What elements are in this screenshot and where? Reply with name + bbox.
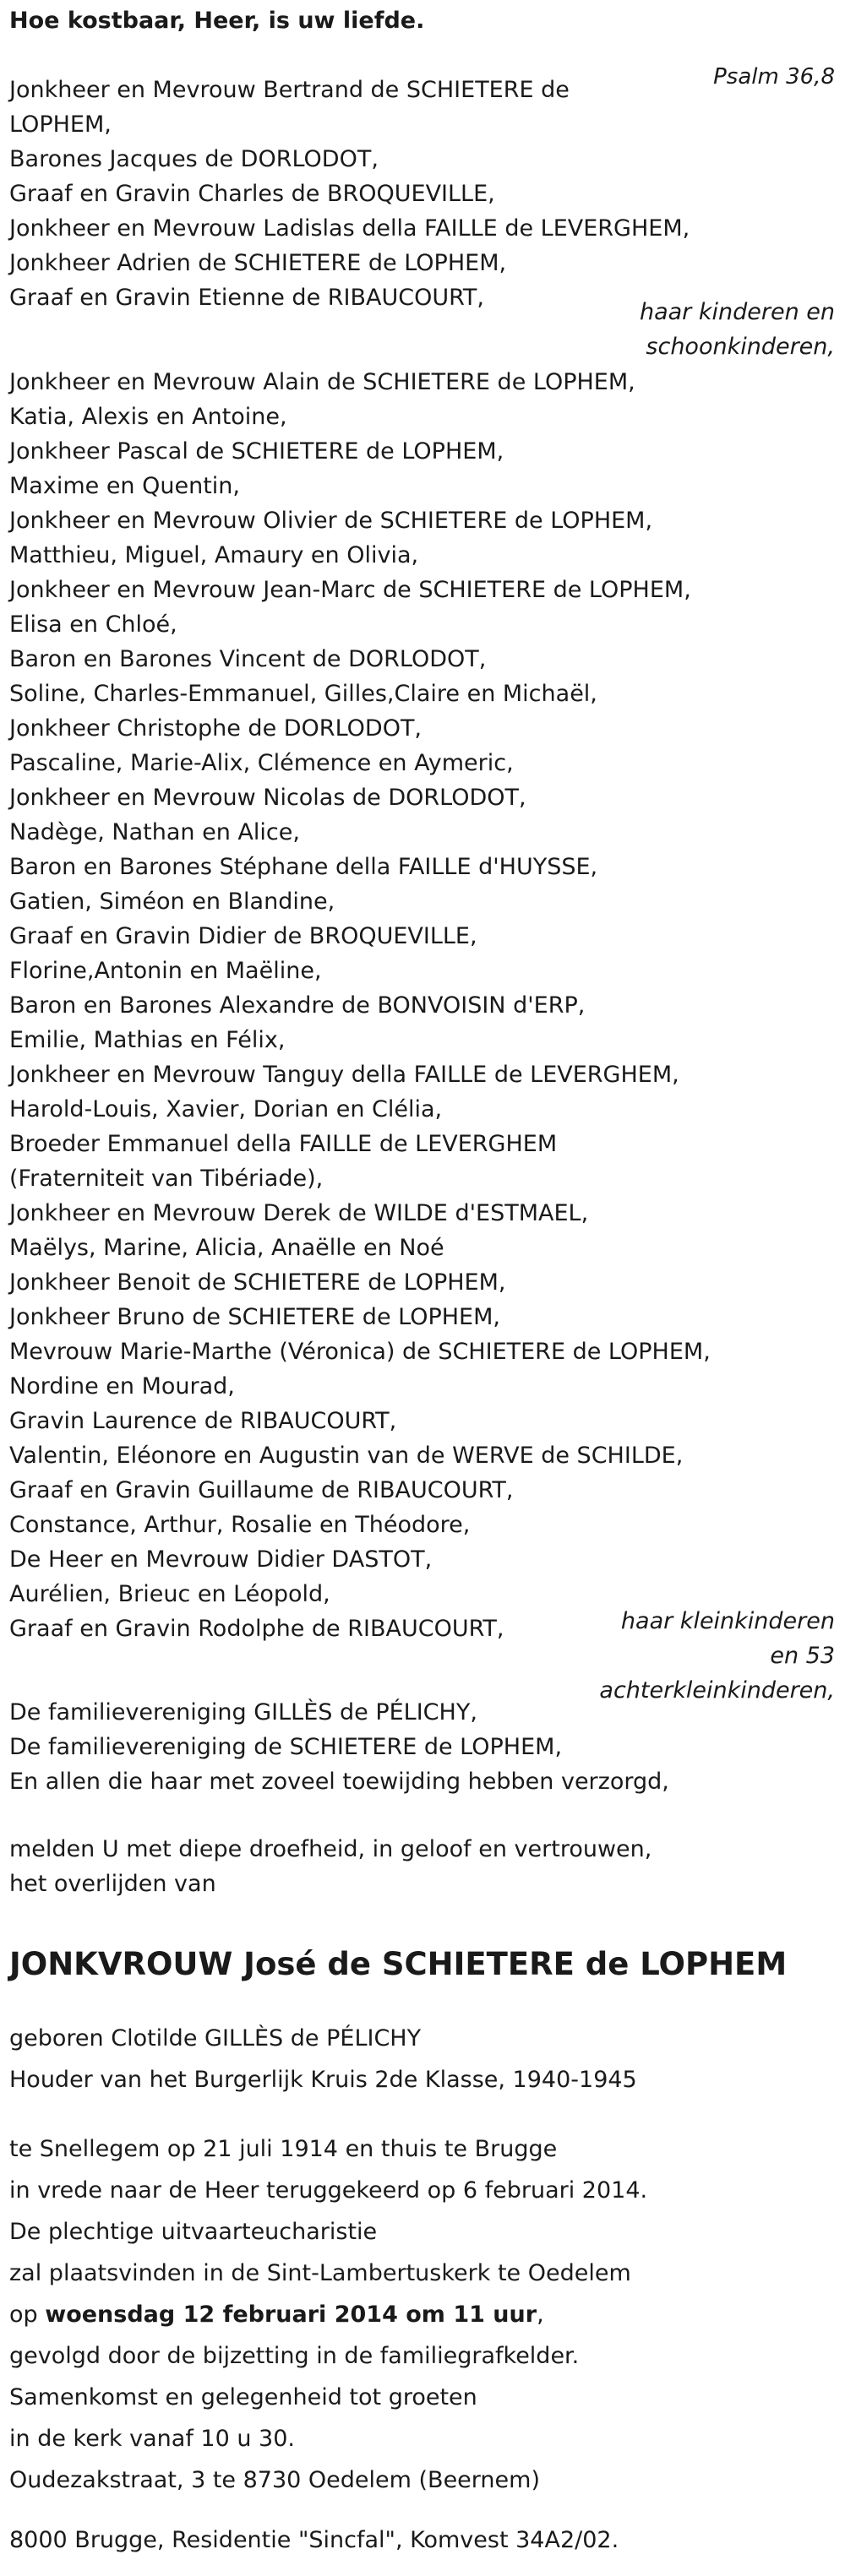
family-line: Graaf en Gravin Charles de BROQUEVILLE, — [9, 181, 495, 207]
family-line: Elisa en Chloé, — [9, 611, 177, 638]
family-line: Gatien, Siméon en Blandine, — [9, 889, 335, 915]
deceased-name: JONKVROUW José de SCHIETERE de LOPHEM — [9, 1946, 788, 1982]
funeral-date-prefix: op — [9, 2302, 46, 2328]
family-line: Jonkheer Pascal de SCHIETERE de LOPHEM, — [9, 438, 504, 465]
family-line: Barones Jacques de DORLODOT, — [9, 146, 379, 172]
family-line: Jonkheer Bruno de SCHIETERE de LOPHEM, — [9, 1304, 500, 1330]
associations-list — [9, 1695, 835, 1799]
family-line: Emilie, Mathias en Félix, — [9, 1027, 286, 1053]
association-line: De familievereniging GILLÈS de PÉLICHY, — [9, 1699, 477, 1725]
attribution-line: achterkleinkinderen, — [599, 1677, 835, 1704]
family-line: Graaf en Gravin Didier de BROQUEVILLE, — [9, 923, 477, 949]
family-line: LOPHEM, — [9, 111, 112, 138]
attribution-line: schoonkinderen, — [646, 334, 835, 360]
family-line: (Fraterniteit van Tibériade), — [9, 1166, 324, 1192]
family-line: De Heer en Mevrouw Didier DASTOT, — [9, 1546, 433, 1573]
family-line: Jonkheer Benoit de SCHIETERE de LOPHEM, — [9, 1269, 506, 1296]
family-line: Jonkheer en Mevrouw Nicolas de DORLODOT, — [9, 785, 526, 811]
funeral-line: gevolgd door de bijzetting in de familiegrafkelder. — [9, 2343, 580, 2369]
family-line: Broeder Emmanuel della FAILLE de LEVERGHEM — [9, 1131, 558, 1157]
grandchildren-attribution — [9, 1604, 835, 1708]
family-line: Valentin, Eléonore en Augustin van de WERVE de SCHILDE, — [9, 1443, 684, 1469]
decoration-line: Houder van het Burgerlijk Kruis 2de Klasse, 1940-1945 — [9, 2067, 637, 2093]
association-line: En allen die haar met zoveel toewijding hebben verzorgd, — [9, 1769, 669, 1795]
funeral-line: in de kerk vanaf 10 u 30. — [9, 2426, 295, 2452]
attribution-line: en 53 — [770, 1643, 835, 1669]
family-line: Katia, Alexis en Antoine, — [9, 404, 287, 430]
attribution-line: haar kinderen en — [639, 299, 835, 325]
family-line: Constance, Arthur, Rosalie en Théodore, — [9, 1512, 471, 1538]
funeral-line: in vrede naar de Heer teruggekeerd op 6 februari 2014. — [9, 2177, 648, 2204]
family-line: Jonkheer en Mevrouw Tanguy della FAILLE de LEVERGHEM, — [9, 1062, 679, 1088]
family-line: Jonkheer en Mevrouw Olivier de SCHIETERE de LOPHEM, — [9, 508, 653, 534]
family-line: Aurélien, Brieuc en Léopold, — [9, 1581, 330, 1607]
family-line: Gravin Laurence de RIBAUCOURT, — [9, 1408, 397, 1434]
family-line: Graaf en Gravin Rodolphe de RIBAUCOURT, — [9, 1616, 504, 1642]
psalm-reference: Psalm 36,8 — [713, 64, 835, 90]
grandchildren-list — [9, 365, 835, 1646]
family-line: Graaf en Gravin Guillaume de RIBAUCOURT, — [9, 1477, 514, 1503]
funeral-line: zal plaatsvinden in de Sint-Lambertuskerk te Oedelem — [9, 2260, 631, 2286]
family-line: Jonkheer en Mevrouw Jean-Marc de SCHIETERE de LOPHEM, — [9, 577, 691, 603]
church-address: Oudezakstraat, 3 te 8730 Oedelem (Beernem) — [9, 2467, 540, 2493]
funeral-line: te Snellegem op 21 juli 1914 en thuis te Brugge — [9, 2136, 558, 2162]
funeral-date: woensdag 12 februari 2014 om 11 uur — [45, 2302, 537, 2328]
funeral-date-line — [9, 2294, 835, 2335]
family-line: Baron en Barones Alexandre de BONVOISIN d'ERP, — [9, 992, 586, 1019]
family-line: Maxime en Quentin, — [9, 473, 240, 499]
family-line: Mevrouw Marie-Marthe (Véronica) de SCHIETERE de LOPHEM, — [9, 1339, 711, 1365]
family-line: Harold-Louis, Xavier, Dorian en Clélia, — [9, 1096, 443, 1122]
family-line: Jonkheer en Mevrouw Ladislas della FAILLE de LEVERGHEM, — [9, 215, 690, 242]
family-line: Maëlys, Marine, Alicia, Anaëlle en Noé — [9, 1235, 444, 1261]
family-line: Matthieu, Miguel, Amaury en Olivia, — [9, 542, 419, 568]
family-line: Jonkheer en Mevrouw Derek de WILDE d'ESTMAEL, — [9, 1200, 589, 1226]
funeral-details — [9, 2128, 835, 2501]
funeral-line: Samenkomst en gelegenheid tot groeten — [9, 2384, 477, 2410]
funeral-date-suffix: , — [537, 2302, 544, 2328]
family-line: Nordine en Mourad, — [9, 1373, 235, 1399]
announcement — [9, 1832, 835, 1901]
family-line: Baron en Barones Vincent de DORLODOT, — [9, 646, 487, 672]
family-line: Graaf en Gravin Etienne de RIBAUCOURT, — [9, 285, 484, 311]
announcement-line: melden U met diepe droefheid, in geloof en vertrouwen, — [9, 1836, 652, 1862]
page-heading: Hoe kostbaar, Heer, is uw liefde. — [9, 8, 425, 34]
correspondence-address: 8000 Brugge, Residentie "Sincfal", Komvest 34A2/02. — [9, 2527, 619, 2553]
family-line: Pascaline, Marie-Alix, Clémence en Aymeric, — [9, 750, 514, 776]
family-line: Jonkheer en Mevrouw Alain de SCHIETERE de LOPHEM, — [9, 369, 635, 395]
family-line: Nadège, Nathan en Alice, — [9, 819, 300, 845]
children-list — [9, 73, 835, 315]
attribution-line: haar kleinkinderen — [620, 1608, 835, 1634]
announcement-line: het overlijden van — [9, 1871, 216, 1897]
family-line: Soline, Charles-Emmanuel, Gilles,Claire en Michaël, — [9, 681, 597, 707]
family-line: Jonkheer en Mevrouw Bertrand de SCHIETERE de — [9, 77, 570, 103]
family-line: Jonkheer Adrien de SCHIETERE de LOPHEM, — [9, 250, 507, 276]
children-attribution — [9, 295, 835, 364]
family-line: Jonkheer Christophe de DORLODOT, — [9, 715, 422, 742]
funeral-line: De plechtige uitvaarteucharistie — [9, 2219, 378, 2245]
family-line: Florine,Antonin en Maëline, — [9, 958, 322, 984]
association-line: De familievereniging de SCHIETERE de LOPHEM, — [9, 1734, 563, 1760]
family-line: Baron en Barones Stéphane della FAILLE d'HUYSSE, — [9, 854, 598, 880]
deceased-details — [9, 2018, 835, 2100]
birth-name-line: geboren Clotilde GILLÈS de PÉLICHY — [9, 2025, 422, 2052]
